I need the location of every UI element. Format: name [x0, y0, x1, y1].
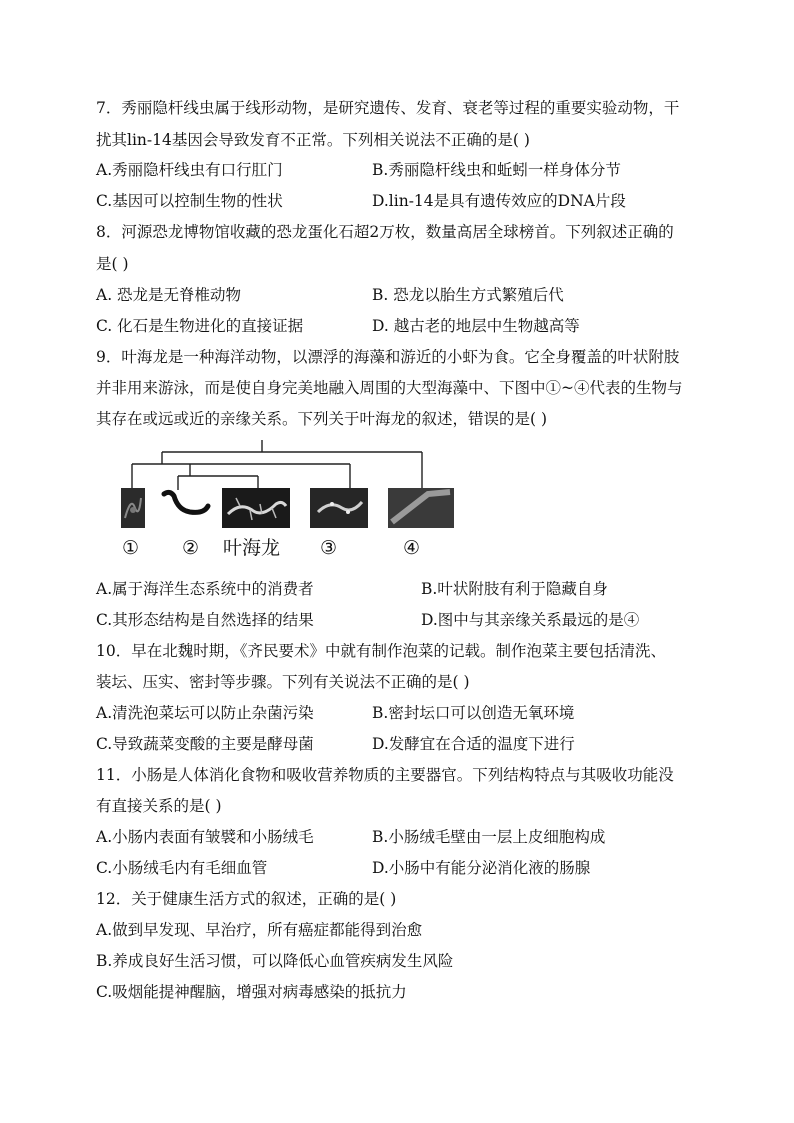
- q8-option-b: B. 恐龙以胎生方式繁殖后代: [372, 286, 564, 304]
- q11-option-b: B.小肠绒毛壁由一层上皮细胞构成: [372, 828, 606, 846]
- q9-stem-line3: 其存在或远或近的亲缘关系。下列关于叶海龙的叙述，错误的是( ): [96, 410, 548, 428]
- q10-option-a: A.清洗泡菜坛可以防止杂菌污染: [96, 704, 314, 722]
- q8-stem-line2: 是( ): [96, 255, 129, 273]
- figure-label-1: ①: [122, 537, 140, 559]
- q11-stem-line1: 11．小肠是人体消化食物和吸收营养物质的主要器官。下列结构特点与其吸收功能没: [96, 766, 674, 784]
- phylogeny-figure: [118, 440, 438, 570]
- organism-2-worm-image: [160, 488, 212, 528]
- q11-stem-line2: 有直接关系的是( ): [96, 797, 222, 815]
- leafy-seadragon-image: [222, 488, 290, 528]
- q8-option-a: A. 恐龙是无脊椎动物: [96, 286, 242, 304]
- organism-4-image: [388, 488, 454, 528]
- q7-option-b: B.秀丽隐杆线虫和蚯蚓一样身体分节: [372, 161, 621, 179]
- q10-stem-line1: 10．早在北魏时期，《齐民要术》中就有制作泡菜的记载。制作泡菜主要包括清洗、: [96, 642, 666, 660]
- q8-option-c: C. 化石是生物进化的直接证据: [96, 317, 304, 335]
- q12-option-a: A.做到早发现、早治疗，所有癌症都能得到治愈: [96, 921, 423, 939]
- q11-option-c: C.小肠绒毛内有毛细血管: [96, 859, 268, 877]
- organism-3-image: [310, 488, 368, 528]
- q10-stem-line2: 装坛、压实、密封等步骤。下列有关说法不正确的是( ): [96, 673, 470, 691]
- q11-option-d: D.小肠中有能分泌消化液的肠腺: [372, 859, 591, 877]
- q10-option-c: C.导致蔬菜变酸的主要是酵母菌: [96, 735, 314, 753]
- figure-label-3: ③: [320, 537, 338, 559]
- q8-option-d: D. 越古老的地层中生物越高等: [372, 317, 580, 335]
- q9-option-b: B.叶状附肢有利于隐藏自身: [421, 580, 608, 598]
- figure-label-2: ②: [182, 537, 200, 559]
- q10-option-b: B.密封坛口可以创造无氧环境: [372, 704, 575, 722]
- q9-stem-line2: 并非用来游泳，而是使自身完美地融入周围的大型海藻中、下图中①~④代表的生物与: [96, 379, 683, 397]
- q7-stem-line1: 7．秀丽隐杆线虫属于线形动物，是研究遗传、发育、衰老等过程的重要实验动物，干: [96, 99, 680, 117]
- q7-option-c: C.基因可以控制生物的性状: [96, 192, 283, 210]
- q12-stem-line1: 12．关于健康生活方式的叙述，正确的是( ): [96, 890, 397, 908]
- q7-option-a: A.秀丽隐杆线虫有口行肛门: [96, 161, 283, 179]
- q9-option-d: D.图中与其亲缘关系最远的是④: [421, 611, 640, 629]
- q7-option-d: D.lin-14是具有遗传效应的DNA片段: [372, 192, 626, 210]
- q10-option-d: D.发酵宜在合适的温度下进行: [372, 735, 575, 753]
- figure-label-4: ④: [403, 537, 421, 559]
- organism-1-image: [121, 488, 145, 528]
- q12-option-b: B.养成良好生活习惯，可以降低心血管疾病发生风险: [96, 952, 454, 970]
- figure-label-seadragon: 叶海龙: [223, 537, 281, 559]
- q8-stem-line1: 8．河源恐龙博物馆收藏的恐龙蛋化石超2万枚，数量高居全球榜首。下列叙述正确的: [96, 223, 674, 241]
- q11-option-a: A.小肠内表面有皱襞和小肠绒毛: [96, 828, 314, 846]
- q12-option-c: C.吸烟能提神醒脑，增强对病毒感染的抵抗力: [96, 983, 407, 1001]
- q9-option-a: A.属于海洋生态系统中的消费者: [96, 580, 314, 598]
- q9-option-c: C.其形态结构是自然选择的结果: [96, 611, 314, 629]
- q9-stem-line1: 9．叶海龙是一种海洋动物，以漂浮的海藻和游近的小虾为食。它全身覆盖的叶状附肢: [96, 348, 680, 366]
- q7-stem-line2: 扰其lin-14基因会导致发育不正常。下列相关说法不正确的是( ): [96, 131, 530, 149]
